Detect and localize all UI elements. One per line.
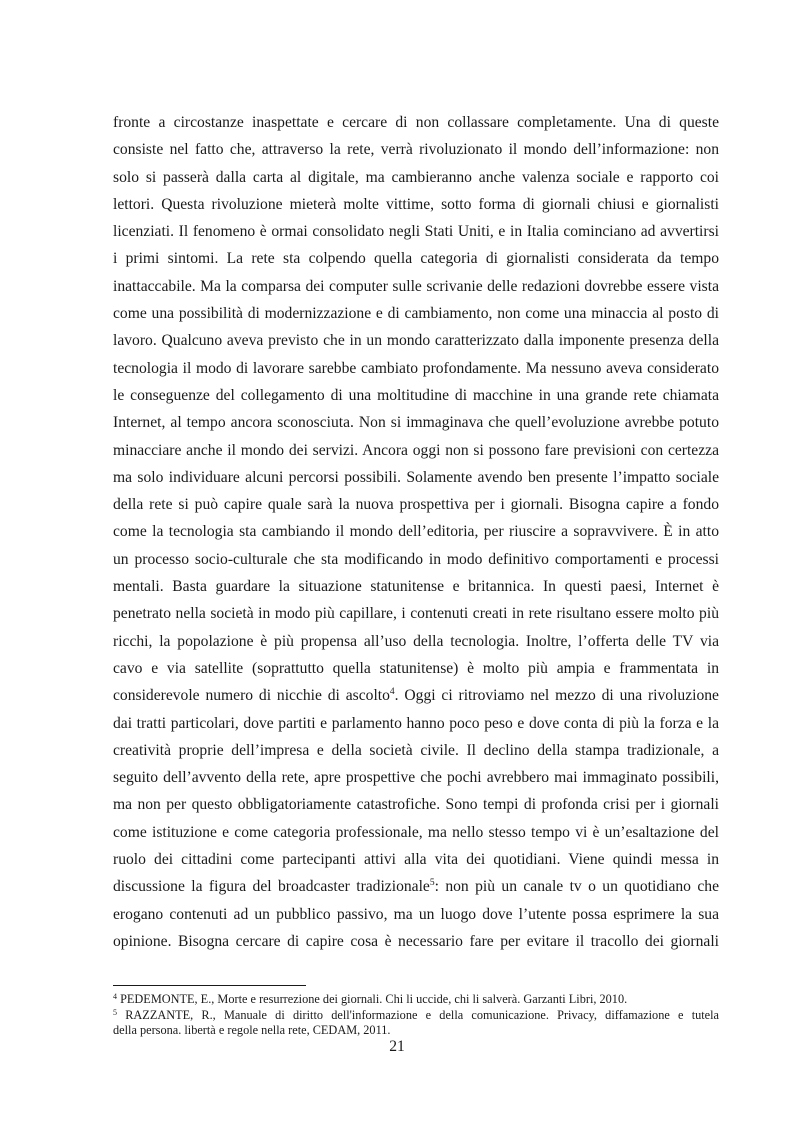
footnote-ref[interactable]: 5: [429, 878, 435, 889]
footnote-number: 4: [113, 992, 117, 1001]
footnote-number: 5: [113, 1007, 117, 1017]
footnote-text: RAZZANTE, R., Manuale di diritto dell'informazione e della comunicazione. Privacy, diffamazione e tutela: [125, 1007, 719, 1022]
text-line: penetrato nella società in modo più capillare, i contenuti creati in rete risultano essere molto più: [113, 605, 719, 623]
text-segment: considerevole numero di nicchie di ascolto: [113, 687, 390, 705]
footnote-line: [113, 1008, 719, 1024]
text-line: tecnologia il modo di lavorare sarebbe cambiato profondamente. Ma nessuno aveva considerato: [113, 359, 719, 377]
body-paragraph: [113, 109, 719, 955]
footnotes: [113, 992, 719, 1039]
text-line: opinione. Bisogna cercare di capire cosa è necessario fare per evitare il tracollo dei giornali: [113, 932, 719, 950]
footnote-line: della persona. libertà e regole nella rete, CEDAM, 2011.: [113, 1023, 391, 1038]
text-line: della rete si può capire quale sarà la nuova prospettiva per i giornali. Bisogna capire a fondo: [113, 496, 719, 514]
text-line: Internet, al tempo ancora sconosciuta. Non si immaginava che quell’evoluzione avrebbe potuto: [113, 414, 719, 432]
text-line: lettori. Questa rivoluzione mieterà molte vittime, sotto forma di giornali chiusi e giornalisti: [113, 195, 719, 213]
text-line: ma solo individuare alcuni percorsi possibili. Solamente avendo ben presente l’impatto sociale: [113, 468, 719, 486]
text-line: seguito dell’avvento della rete, apre prospettive che pochi avrebbero mai immaginato possibili,: [113, 769, 719, 787]
text-line: lavoro. Qualcuno aveva previsto che in un mondo caratterizzato dalla imponente presenza della: [113, 332, 719, 350]
text-line: erogano contenuti ad un pubblico passivo, ma un luogo dove l’utente possa esprimere la sua: [113, 905, 719, 923]
text-line: dai tratti particolari, dove partiti e parlamento hanno poco peso e dove conta di più la forza e la: [113, 714, 719, 732]
footnote-item: [113, 1008, 719, 1039]
text-line: ruolo dei cittadini come partecipanti attivi alla vita dei quotidiani. Viene quindi messa in: [113, 851, 719, 869]
text-line: come la tecnologia sta cambiando il mondo dell’editoria, per riuscire a sopravvivere. È in atto: [113, 523, 719, 541]
text-line: solo si passerà dalla carta al digitale, ma cambieranno anche valenza sociale e rapporto coi: [113, 168, 719, 186]
text-line: i primi sintomi. La rete sta colpendo quella categoria di giornalisti considerata da tempo: [113, 250, 719, 268]
text-line: mentali. Basta guardare la situazione statunitense e britannica. In questi paesi, Internet è: [113, 578, 719, 596]
text-segment: discussione la figura del broadcaster tradizionale: [113, 878, 430, 896]
footnote-text: PEDEMONTE, E., Morte e resurrezione dei giornali. Chi li uccide, chi li salverà. Garzanti Libri, 2010.: [120, 992, 628, 1006]
footnote-item: [113, 992, 719, 1008]
text-line: ma non per questo obbligatoriamente catastrofiche. Sono tempi di profonda crisi per i giornali: [113, 796, 719, 814]
text-line-with-footnote: [113, 873, 719, 900]
text-line: inattaccabile. Ma la comparsa dei computer sulle scrivanie delle redazioni dovrebbe essere vista: [113, 277, 719, 295]
text-line: consiste nel fatto che, attraverso la rete, verrà rivoluzionato il mondo dell’informazione: non: [113, 141, 719, 159]
text-line: un processo socio-culturale che sta modificando in modo definitivo comportamenti e processi: [113, 550, 719, 568]
text-line-with-footnote: [113, 682, 719, 709]
text-line: cavo e via satellite (soprattutto quella statunitense) è molto più ampia e frammentata in: [113, 659, 719, 677]
footnote-ref[interactable]: 4: [389, 687, 395, 698]
text-line: come istituzione e come categoria professionale, ma nello stesso tempo vi è un’esaltazione del: [113, 823, 719, 841]
text-line: fronte a circostanze inaspettate e cercare di non collassare completamente. Una di queste: [113, 114, 719, 131]
text-line: come una possibilità di modernizzazione e di cambiamento, non come una minaccia al posto di: [113, 305, 719, 323]
footnote-line: [113, 992, 719, 1008]
text-segment: . Oggi ci ritroviamo nel mezzo di una rivoluzione: [394, 687, 719, 705]
footnote-separator: [113, 985, 306, 986]
text-line: licenziati. Il fenomeno è ormai consolidato negli Stati Uniti, e in Italia cominciano ad avvertirsi: [113, 223, 719, 241]
text-line: creatività proprie dell’impresa e della società civile. Il declino della stampa tradizionale, a: [113, 741, 719, 759]
page-number: 21: [389, 1038, 405, 1055]
text-segment: : non più un canale tv o un quotidiano che: [434, 878, 719, 896]
text-line: ricchi, la popolazione è più propensa all’uso della tecnologia. Inoltre, l’offerta delle TV via: [113, 632, 719, 650]
text-line: minacciare anche il mondo dei servizi. Ancora oggi non si possono fare previsioni con certezza: [113, 441, 719, 459]
text-line: le conseguenze del collegamento di una moltitudine di macchine in una grande rete chiamata: [113, 386, 719, 404]
